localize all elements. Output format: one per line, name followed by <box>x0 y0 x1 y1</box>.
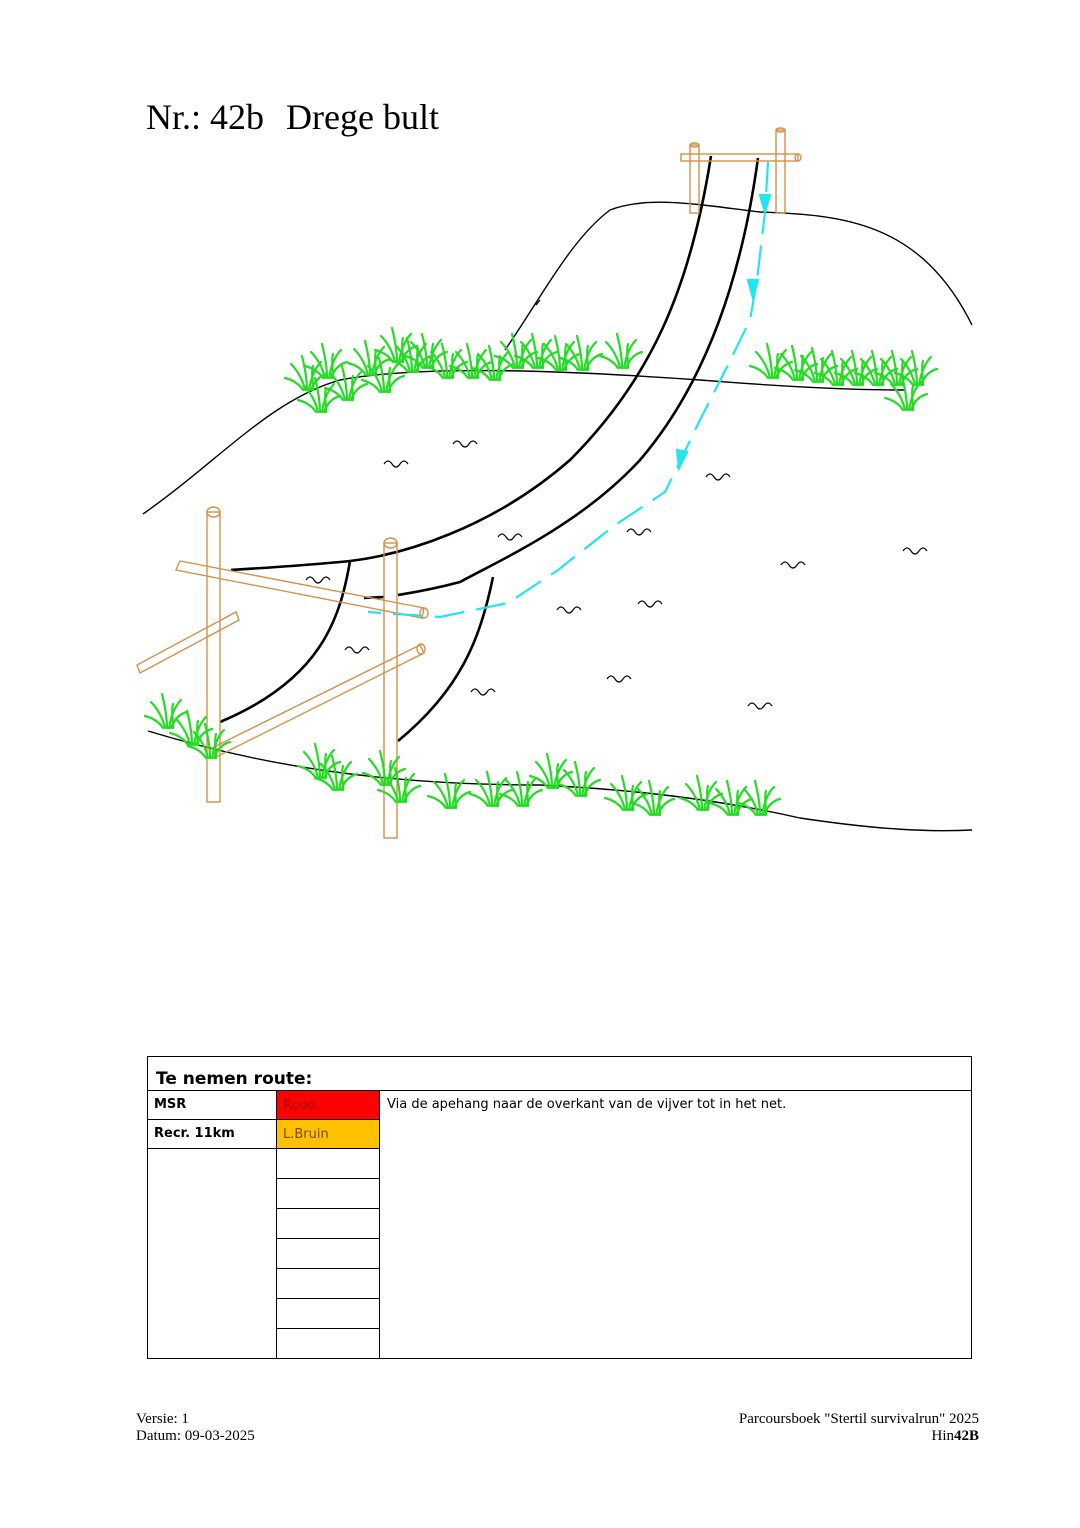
water-waves <box>306 441 927 709</box>
hill-outline <box>143 202 972 830</box>
route-group-msr: MSR <box>148 1091 277 1120</box>
route-description: Via de apehang naar de overkant van de vijver tot in het net. <box>380 1091 972 1359</box>
route-group-recr: Recr. 11km <box>148 1120 277 1149</box>
route-path <box>368 162 770 617</box>
book-label: Parcoursboek "Stertil survivalrun" 2025 <box>738 1411 979 1427</box>
route-color-empty <box>277 1269 380 1299</box>
hin-number: 42B <box>953 1428 979 1444</box>
route-table <box>147 1056 972 1359</box>
route-color-empty <box>277 1329 380 1359</box>
route-color-empty <box>277 1179 380 1209</box>
route-color-empty <box>277 1239 380 1269</box>
route-group-empty <box>148 1149 277 1359</box>
hin-label <box>739 1428 979 1445</box>
footer-right <box>739 1411 979 1445</box>
route-color-empty <box>277 1149 380 1179</box>
hin-prefix: Hin <box>931 1428 954 1444</box>
grass <box>145 328 937 815</box>
date-label: Datum: 09-03-2025 <box>136 1428 255 1444</box>
route-color-rood: Rood <box>277 1091 380 1120</box>
version-label: Versie: 1 <box>136 1411 189 1427</box>
obstacle-name: Drege bult <box>286 97 439 137</box>
route-color-empty <box>277 1209 380 1239</box>
wood-frame <box>137 128 801 838</box>
route-color-lbruin: L.Bruin <box>277 1120 380 1149</box>
obstacle-number: Nr.: 42b <box>146 97 265 137</box>
footer-left <box>136 1411 255 1445</box>
route-color-empty <box>277 1299 380 1329</box>
route-table-header: Te nemen route: <box>148 1057 972 1091</box>
monkey-bridge <box>220 156 758 741</box>
